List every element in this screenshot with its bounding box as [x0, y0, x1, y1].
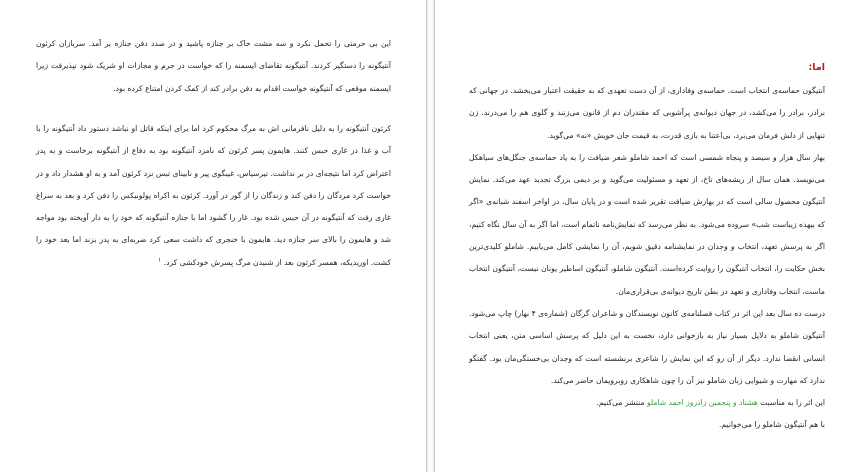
dedication-prefix: این اثر را به مناسبت [760, 398, 825, 408]
left-paragraph-2-tail: آنتیگونه که خود را به دار آویخته بود مواجه شد و هایمون را بالای سر جنازه دید. هایمون با خنجری که داشت سعی کرد ضربه‌ای به پدر بزند اما بعد خود را کشت. اوریدیکه، همسر کرئون بعد از شنیدن مرگ پسرش خودکشی کرد. [36, 213, 391, 267]
left-paragraph-2-text: کرئون آنتیگونه را به دلیل نافرمانی اش به مرگ محکوم کرد اما برای اینکه قاتل او نباشد دستور داد آنتیگونه را با آب و غذا در غاری حبس کنند. هایمون پسر کرئون که نامزد آنتیگونه بود به دفاع از آنتیگونه برخاست و به پدر اعتراض کرد اما نتیجه‌ای در بر نداشت. تیرسیاس، غیبگوی پیر و نابینای تبس نزد کرئون آمد و به او هشدار داد و در خواست کرد مردگان را دفن کند و زندگان را از گور در آورد. کرئون به اکراه پولونیکس را دفن کرد و بعد به سراغ غاری رفت که آنتیگونه در آن حبس شده بود. غار را گشود اما با جنازه [36, 124, 391, 223]
left-paragraph-2 [36, 118, 391, 274]
right-paragraph-1: آنتیگون حماسه‌ی انتخاب است. حماسه‌ی وفاداری، از آن دست تعهدی که به حقیقت اعتبار می‌بخشد. در جهانی که برادر، برادر را می‌کشد، در جهان دیوانه‌ی پرآشوبی که مقتدران دم از قانون می‌زنند و گلوی هم را می‌درند. زن تنهایی از دلش فرمان می‌برد، بی‌اعتنا به بازی قدرت، به قیمت جان خویش «نه» می‌گوید. [469, 86, 825, 140]
dedication-suffix: منتشر می‌کنیم. [596, 398, 645, 408]
right-paragraph-4 [469, 392, 825, 414]
left-page [0, 0, 427, 472]
left-page-body [36, 33, 391, 100]
dedication-highlight: هشتاد و پنجمین زادروز احمد شاملو [646, 398, 758, 408]
section-heading: اما: [808, 62, 825, 73]
right-paragraph-2: بهار سال هزار و سیصد و پنجاه شمسی است که احمد شاملو شعر ضیافت را به یاد حماسه‌ی جنگل‌های سیاهکل می‌نویسد. همان سال از ریشه‌های تاخ، از تعهد و مسئولیت می‌گوید و بر دیمی بزرگ تجدید عهد می‌کند. نمایش آنتیگون محصول سالی است که در بهارش ضیافت تقریر شده است و در پایان سال، در اواخر اسفند شبانه‌ی «اگر که بیهده زیباست شب» سروده می‌شود. به نظر می‌رسد که نمایش‌نامه ناتمام است، اما اگر به آن سال نگاه کنیم، اگر به پرسش تعهد، انتخاب و وجدان در نمایشنامه دقیق شویم، آن را نمایشی کامل می‌یابیم. شاملو کلیدی‌ترین بخش حکایت را، انتخاب آنتیگون را روایت کرده‌است. آنتیگون شاملو، آنتیگون اساطیر یونان نیست، آنتیگون انتخاب ماست، انتخاب وفاداری و تعهد در بطن تاریخ دیوانه‌ی بی‌قراری‌مان. [469, 152, 825, 296]
left-page-body-2 [36, 118, 391, 274]
right-paragraph-3: درست ده سال بعد این اثر در کتاب فصلنامه‌ی کانون نویسندگان و شاعران گرگان (شماره‌ی ۴ بهار) چاپ می‌شود. آنتیگون شاملو به دلایل بسیار نیاز به بازخوانی دارد، نخست به این دلیل که پرسش اساسی متن، یعنی انتخاب انسانی انقضا ندارد. دیگر از آن رو که این نمایش را شاعری برنشسته است که وجدان بی‌خستگی‌مان بود. گفتگو ندارد که مهارت و شیوایی زبان شاملو نیز آن را چون شاهکاری روبرویمان حاضر می‌کند. [469, 308, 826, 385]
right-page [434, 0, 865, 472]
left-paragraph-1: این بی حرمتی را تحمل نکرد و سه مشت خاک بر جنازه پاشید و در صدد دفن جنازه بر آمد. سربازان کرئون آنتیگونه را دستگیر کردند. آنتیگونه تقاضای ایسمنه را که خواست در جرم و مجازات او شریک شود نپذیرفت زیرا ایسمنه موقعی که آنتیگونه خواست اقدام به دفن برادر کند از کمک کردن امتناع کرده بود. [36, 39, 391, 93]
right-paragraph-5: با هم آنتیگون شاملو را می‌خوانیم. [718, 420, 825, 430]
right-page-body [469, 60, 825, 76]
right-page-body-2 [469, 80, 825, 437]
footnote-marker[interactable]: ۱ [158, 256, 162, 264]
